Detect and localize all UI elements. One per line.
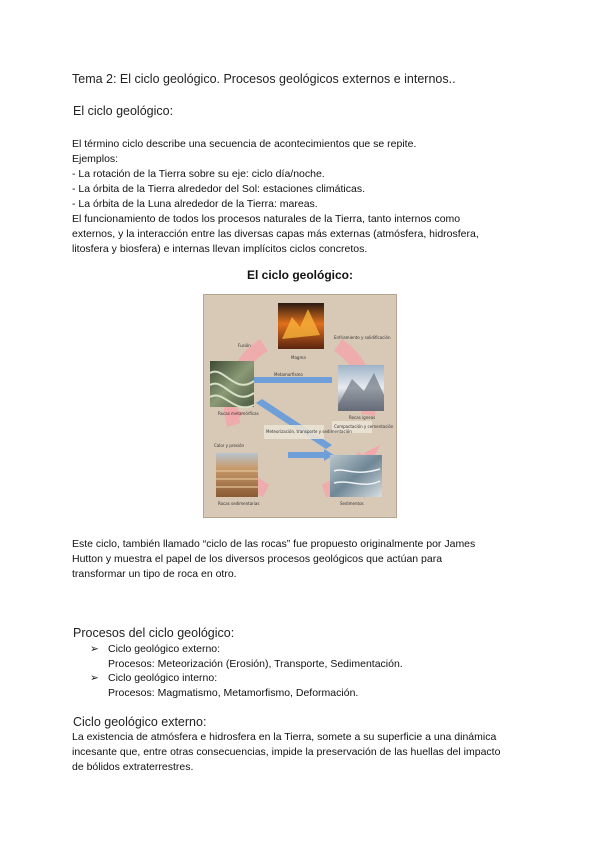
- section-heading-procesos: Procesos del ciclo geológico:: [73, 626, 235, 640]
- cooling-label: Enfriamiento y solidificación: [334, 335, 391, 340]
- bullet-label: Ciclo geológico interno:: [108, 672, 218, 684]
- list-item: [90, 671, 358, 701]
- text-line: transformar un tipo de roca en otro.: [72, 568, 237, 580]
- weathering-label: Meteorización, transporte y sedimentación: [266, 429, 352, 434]
- bullet-detail: Procesos: Magmatismo, Metamorfismo, Deformación.: [108, 687, 359, 699]
- bullet-detail: Procesos: Meteorización (Erosión), Transporte, Sedimentación.: [108, 658, 403, 670]
- lithification-label: Compactación y cementación: [334, 424, 394, 429]
- text-line: Hutton y muestra el papel de los diversos procesos geológicos que actúan para: [72, 553, 443, 565]
- text-line: incesante que, entre otras consecuencias, impide la preservación de las huellas del impacto: [72, 746, 501, 758]
- text-line: - La rotación de la Tierra sobre su eje: ciclo día/noche.: [72, 168, 325, 180]
- figure-title: El ciclo geológico:: [246, 268, 353, 282]
- text-line: - La órbita de la Tierra alrededor del Sol: estaciones climáticas.: [72, 183, 365, 195]
- section-heading-externo: Ciclo geológico externo:: [73, 715, 207, 729]
- igneous-label: Rocas ígneas: [349, 415, 376, 420]
- text-line: Este ciclo, también llamado “ciclo de las rocas” fue propuesto originalmente por James: [72, 538, 476, 550]
- text-line: de bólidos extraterrestres.: [72, 761, 194, 773]
- text-line: externos, y la interacción entre las diversas capas más externas (atmósfera, hidrosfera,: [72, 228, 479, 240]
- rock-cycle-figure: [203, 294, 397, 518]
- text-line: Ejemplos:: [72, 153, 119, 165]
- arrow-bullet-icon: ➢: [90, 672, 99, 684]
- sedimentary-rock-photo: [216, 453, 258, 497]
- intro-paragraph: [72, 137, 532, 257]
- external-cycle-paragraph: [72, 730, 532, 775]
- metamorphism-label: Metamorfismo: [274, 372, 303, 377]
- arrow-bullet-icon: ➢: [90, 643, 99, 655]
- sediments-label: Sedimentos: [340, 501, 364, 506]
- magma-label: Magma: [291, 355, 306, 360]
- fusion-label: Fusión: [238, 343, 251, 348]
- section-heading-ciclo: El ciclo geológico:: [73, 104, 174, 118]
- caption-paragraph: [72, 537, 532, 582]
- text-line: - La órbita de la Luna alrededor de la Tierra: mareas.: [72, 198, 318, 210]
- rock-cycle-diagram: [204, 295, 397, 518]
- bullet-label: Ciclo geológico externo:: [108, 643, 221, 655]
- text-line: El funcionamiento de todos los procesos naturales de la Tierra, tanto internos como: [72, 213, 461, 225]
- text-line: La existencia de atmósfera e hidrosfera en la Tierra, somete a su superficie a una dinámica: [72, 731, 497, 743]
- sedimentary-label: Rocas sedimentarias: [218, 501, 260, 506]
- text-line: El término ciclo describe una secuencia de acontecimientos que se repite.: [72, 138, 417, 150]
- text-line: litosfera y biosfera) e internas llevan implícitos ciclos concretos.: [72, 243, 368, 255]
- sediments-photo: [330, 455, 382, 497]
- list-item: [90, 642, 403, 672]
- heat-pressure-label: Calor y presión: [214, 443, 245, 448]
- metamorphic-label: Rocas metamórficas: [218, 411, 259, 416]
- document-title: Tema 2: El ciclo geológico. Procesos geológicos externos e internos..: [72, 72, 456, 86]
